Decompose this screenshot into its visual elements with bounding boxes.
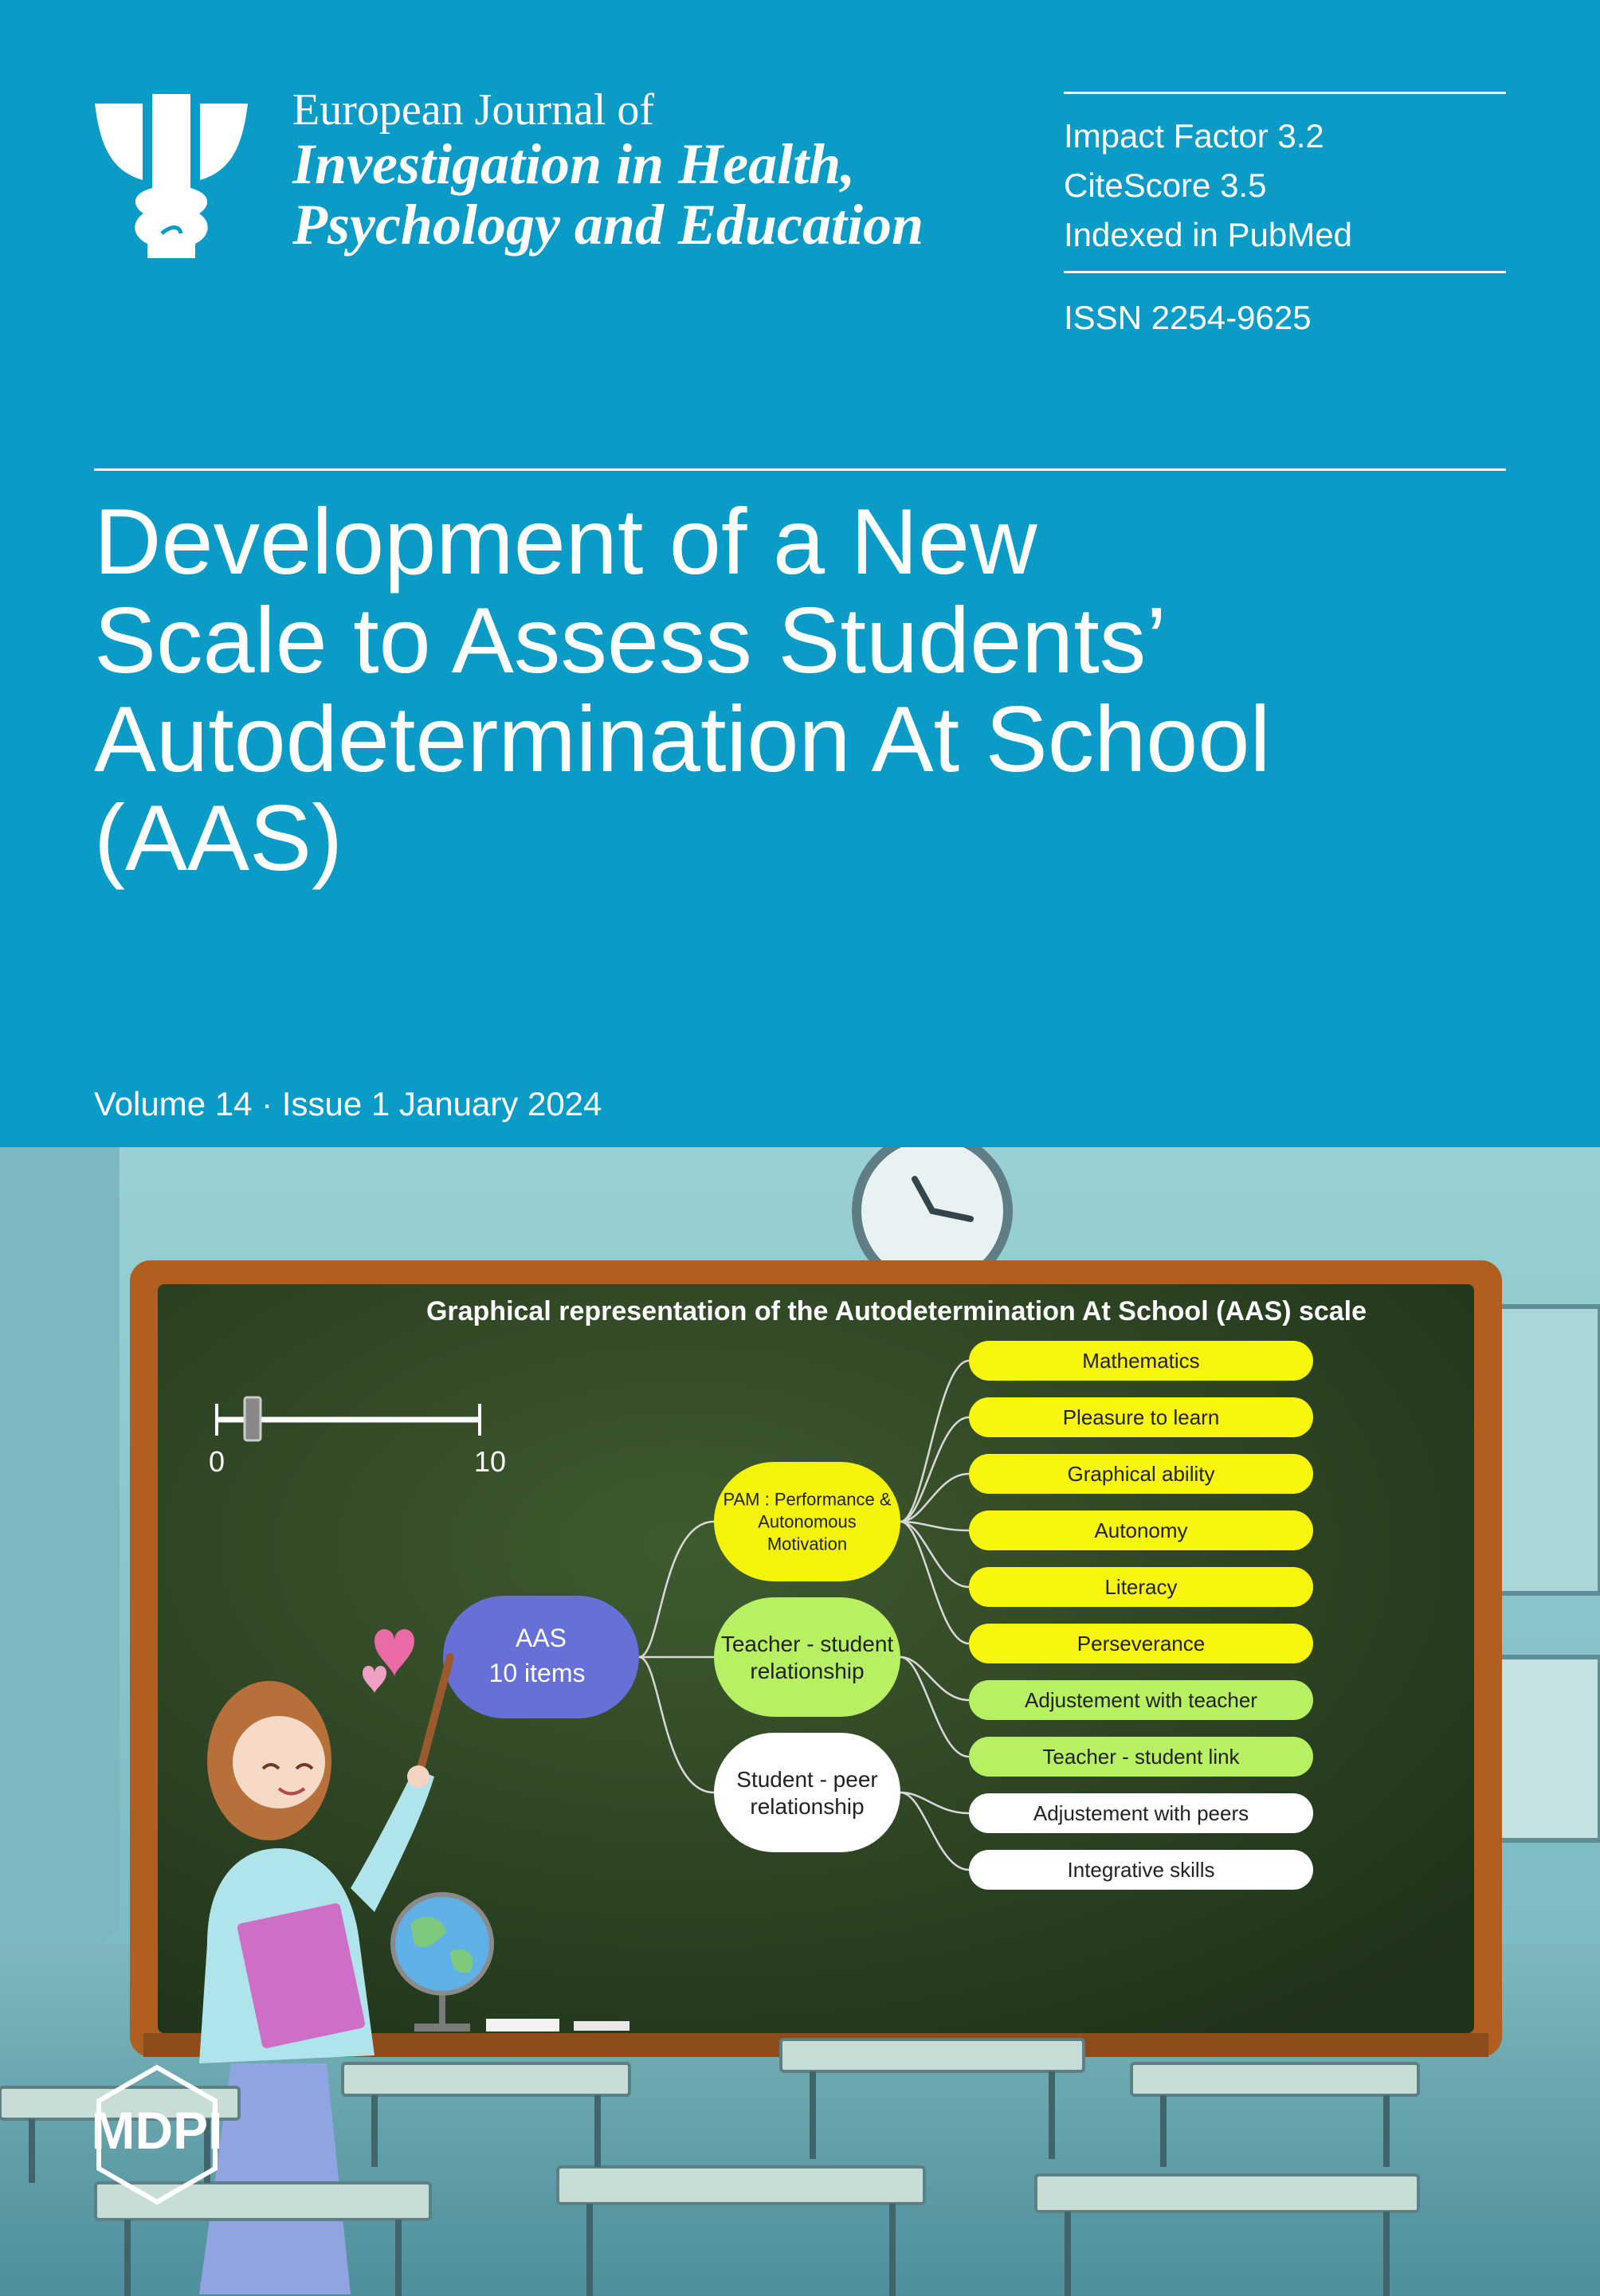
journal-line-3: Psychology and Education (292, 193, 924, 257)
item-node-label: Adjustement with teacher (1025, 1688, 1257, 1712)
item-node-label: Pleasure to learn (1062, 1405, 1220, 1429)
issue-info: Volume 14 · Issue 1 January 2024 (94, 1085, 602, 1123)
item-node-label: Autonomy (1094, 1518, 1188, 1542)
publisher-name: MDPI (91, 2101, 223, 2160)
item-node-label: Perseverance (1076, 1632, 1206, 1655)
graphic-heading: Graphical representation of the Autodetermination At School (AAS) scale (425, 1296, 1367, 1326)
journal-line-1: European Journal of (292, 85, 655, 135)
group-node-label: PAM : Performance & (723, 1489, 892, 1510)
journal-line-2: Investigation in Health, (292, 132, 856, 196)
aas-node (443, 1596, 639, 1718)
item-node-label: Teacher - student link (1042, 1745, 1240, 1769)
aas-node-label: AAS (515, 1624, 567, 1652)
side-wall (0, 1147, 120, 2039)
citescore: CiteScore 3.5 (1064, 167, 1267, 204)
group-node (714, 1597, 900, 1717)
journal-name (292, 86, 924, 255)
chalk-piece (486, 2019, 559, 2032)
group-node-label: Autonomous (758, 1511, 857, 1532)
group-node-label: Teacher - student (720, 1631, 894, 1656)
indexed-in: Indexed in PubMed (1064, 216, 1352, 253)
item-node-label: Adjustement with peers (1033, 1801, 1249, 1825)
impact-factor: Impact Factor 3.2 (1064, 117, 1324, 155)
title-divider (94, 468, 1506, 471)
teacher-face (233, 1716, 325, 1808)
issn-block (1064, 293, 1506, 343)
issn: ISSN 2254-9625 (1064, 299, 1312, 336)
item-node-label: Mathematics (1082, 1349, 1200, 1373)
group-node-label: relationship (750, 1793, 865, 1819)
slider-min-label: 0 (208, 1445, 225, 1478)
item-node-label: Literacy (1104, 1575, 1178, 1599)
group-node (714, 1733, 900, 1852)
slider-handle (245, 1397, 261, 1440)
group-node-label: Motivation (767, 1534, 848, 1554)
aas-node-items: 10 items (488, 1659, 586, 1687)
metrics-bottom-divider (1064, 271, 1506, 273)
group-node-label: Student - peer (736, 1766, 878, 1792)
group-node-label: relationship (750, 1658, 865, 1683)
slider-max-label: 10 (473, 1445, 507, 1478)
group-nodes (714, 1462, 900, 1852)
chalk-piece (574, 2021, 629, 2031)
item-node-label: Integrative skills (1067, 1858, 1215, 1882)
psi-logo-icon (92, 94, 251, 261)
journal-metrics (1064, 112, 1506, 260)
classroom-illustration (0, 1147, 1600, 2296)
article-title: Development of a New Scale to Assess Students’ Autodetermination At School (AAS) (94, 489, 1271, 890)
teacher-hand (407, 1765, 429, 1788)
item-node-label: Graphical ability (1067, 1462, 1215, 1486)
metrics-top-divider (1064, 92, 1506, 94)
